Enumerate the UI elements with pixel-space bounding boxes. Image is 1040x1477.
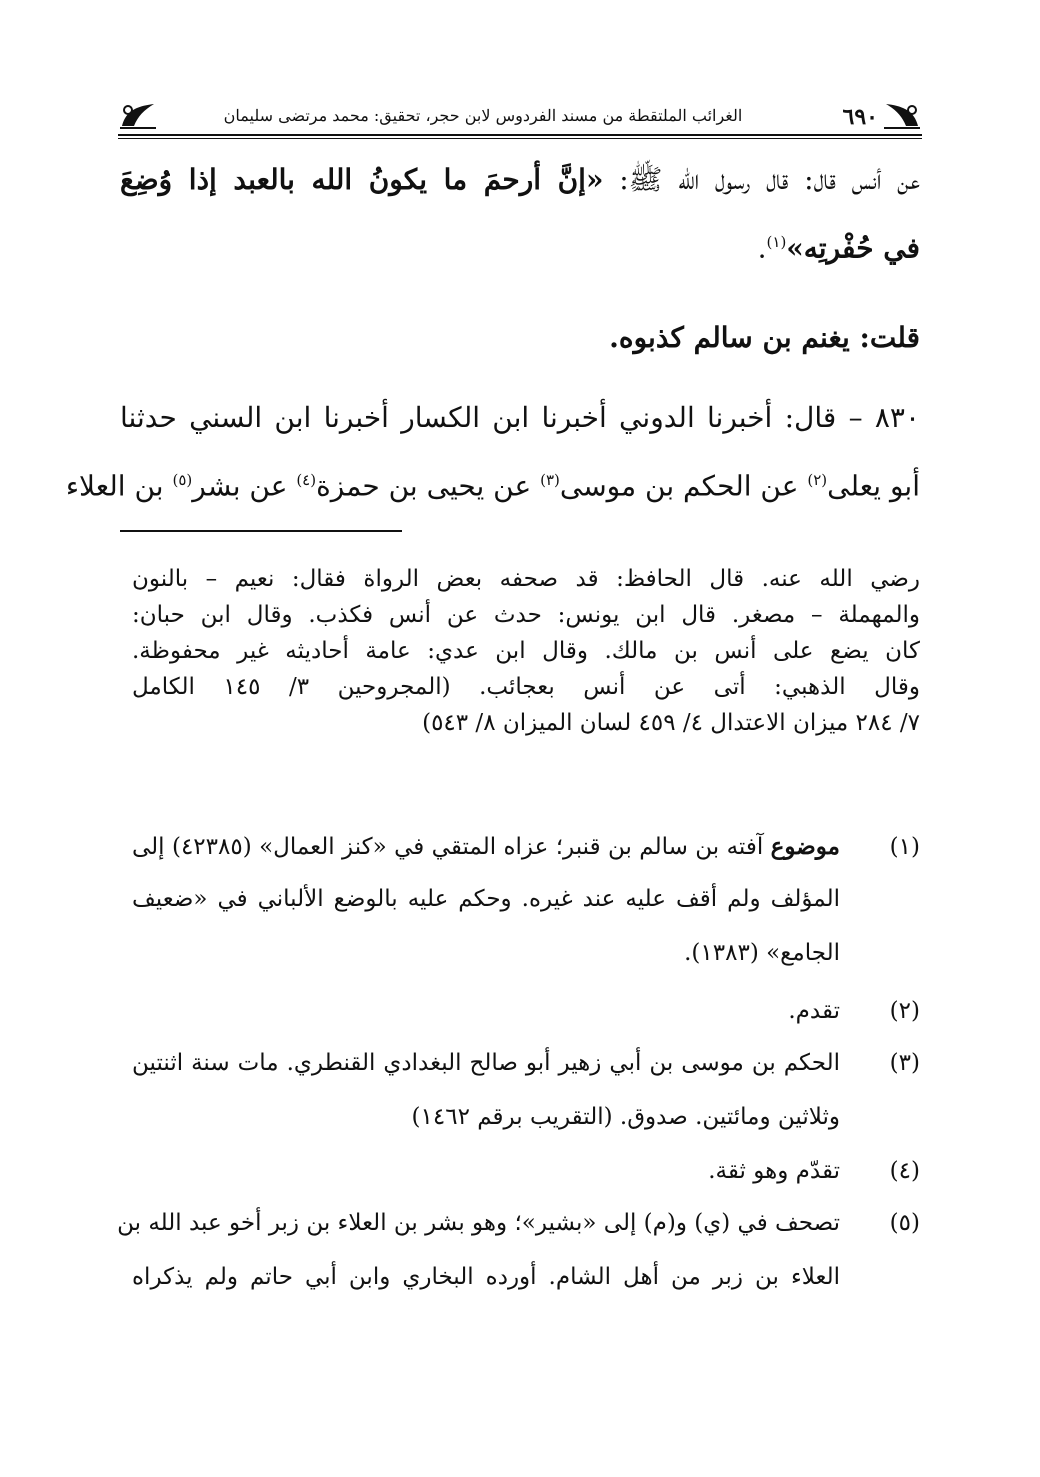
- footnote-text: آفته بن سالم بن قنبر؛ عزاه المتقي في «كنز العمال» (٤٢٣٨٥) إلى: [132, 834, 771, 860]
- editor-note: قلت: يغنم بن سالم كذبوه.: [609, 321, 920, 354]
- main-text: [65, 0, 920, 540]
- footnote-ref: (٢): [807, 471, 828, 489]
- footnote-line: العلاء بن زبر من أهل الشام. أورده البخاري وابن أبي حاتم ولم يذكراه: [132, 1264, 840, 1290]
- hadith-line: [120, 222, 920, 268]
- narrator-name: عن بشر: [192, 469, 297, 503]
- footnote-line: الجامع» (١٣٨٣).: [684, 940, 840, 966]
- footnote-line: تقدم.: [788, 998, 840, 1024]
- footnote-line: تقدّم وهو ثقة.: [708, 1158, 840, 1184]
- footnote-lead: موضوع: [770, 833, 840, 860]
- narrator-name: عن الحكم بن موسى: [559, 469, 808, 503]
- hadith-entry-line: [65, 460, 920, 506]
- footnote-number: (١): [889, 834, 920, 860]
- footnote-line: المؤلف ولم أقف عليه عند غيره. وحكم عليه بالوضع الألباني في «ضعيف: [132, 886, 840, 912]
- footnote-ref: (٣): [540, 471, 560, 489]
- hadith-entry-line: ٨٣٠ – قال: أخبرنا الدوني أخبرنا ابن الكسار أخبرنا ابن السني حدثنا: [120, 401, 920, 434]
- footnote-number: (٤): [889, 1158, 920, 1184]
- footnote-continuation-line: والمهملة – مصغر. قال ابن يونس: حدث عن أنس فكذب. وقال ابن حبان:: [132, 602, 920, 628]
- footnote-continuation-line: ٧/ ٢٨٤ ميزان الاعتدال ٤/ ٤٥٩ لسان الميزان ٨/ ٥٤٣): [422, 710, 920, 736]
- footnote-line: الحكم بن موسى بن أبي زهير أبو صالح البغدادي القنطري. مات سنة اثنتين: [132, 1050, 840, 1076]
- footnote-ref: (٥): [172, 471, 193, 489]
- footnote-line: [132, 830, 840, 864]
- punctuation: .: [757, 231, 767, 265]
- narrator-name: بن العلاء: [65, 469, 173, 503]
- footnote-number: (٣): [889, 1050, 920, 1076]
- footnote-line: وثلاثين ومائتين. صدوق. (التقريب برقم ١٤٦٢): [411, 1104, 840, 1130]
- footnote-ref: (١): [766, 233, 787, 251]
- footnote-continuation-line: وقال الذهبي: أتى عن أنس بعجائب. (المجروحين ٣/ ١٤٥ الكامل: [132, 674, 920, 700]
- footnote-continuation-line: كان يضع على أنس بن مالك. وقال ابن عدي: عامة أحاديثه غير محفوظة.: [132, 638, 920, 664]
- hadith-text: «إنَّ أرحمَ ما يكونُ الله بالعبد إذا وُضِعَ: [120, 163, 604, 196]
- footnote-number: (٢): [889, 998, 920, 1024]
- footnote-number: (٥): [889, 1210, 920, 1236]
- footnote-separator: [120, 530, 402, 532]
- narrator-name: أبو يعلى: [827, 469, 920, 503]
- running-title: الغرائب الملتقطة من مسند الفردوس لابن حجر، تحقيق: محمد مرتضى سليمان: [223, 106, 743, 125]
- footnote-line: تصحف في (ي) و(م) إلى «بشير»؛ وهو بشر بن العلاء بن زبر أخو عبد الله بن: [117, 1210, 840, 1236]
- footnote-continuation-line: رضي الله عنه. قال الحافظ: قد صحفه بعض الرواة فقال: نعيم – بالنون: [132, 566, 920, 592]
- page-number: ٦٩٠: [842, 104, 878, 130]
- hadith-intro: عن أنس قال: قال رسول الله ﷺ:: [603, 163, 920, 196]
- footnote-ref: (٤): [296, 471, 317, 489]
- narrator-name: عن يحيى بن حمزة: [316, 469, 541, 503]
- hadith-text-end: في حُفْرتِه»: [786, 231, 920, 265]
- hadith-line: [120, 160, 920, 200]
